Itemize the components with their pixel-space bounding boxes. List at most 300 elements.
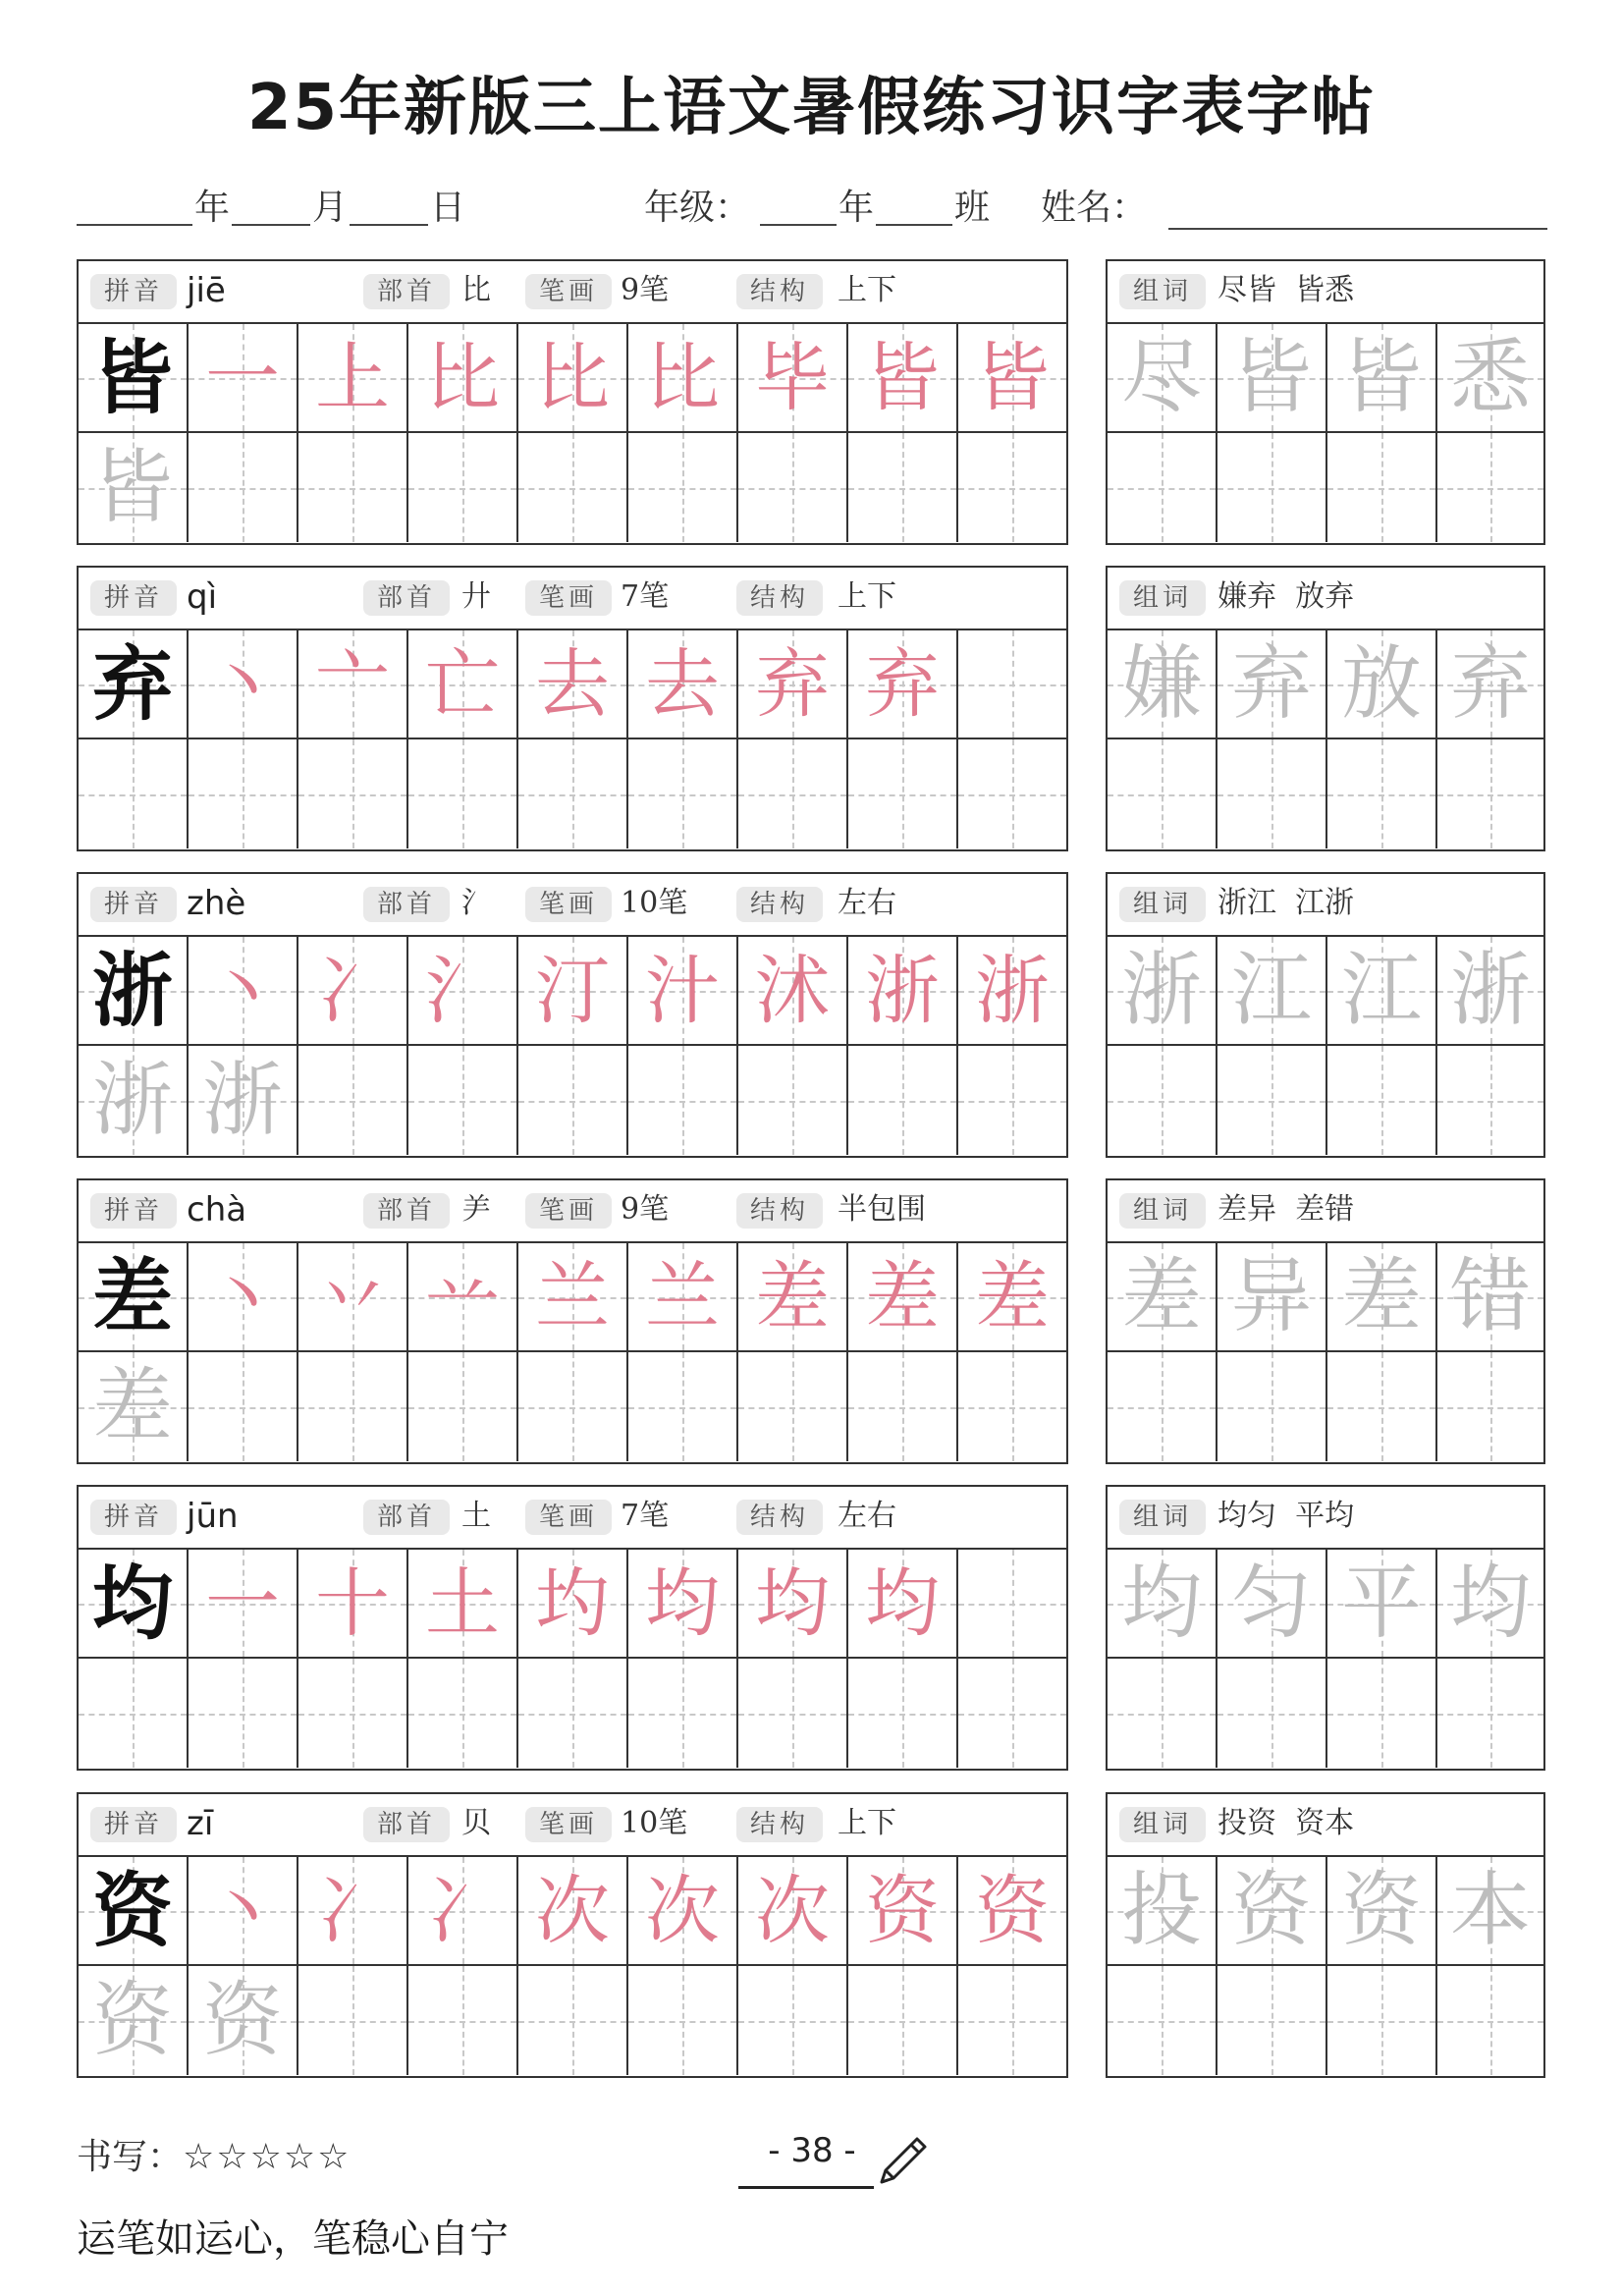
grid-cell[interactable] [408, 630, 518, 739]
stroke-order-step [298, 1857, 406, 1964]
grid-cell[interactable] [298, 1352, 408, 1461]
model-character: 弃 [91, 636, 173, 732]
grid-cell[interactable] [1437, 1659, 1543, 1768]
stroke-order-step [518, 1550, 626, 1657]
grid-cell[interactable] [1108, 433, 1217, 542]
stroke-order-step [518, 937, 626, 1044]
radical-tag: 部首 [363, 580, 450, 616]
strokes-tag: 笔画 [525, 580, 612, 616]
stroke-step-glyph: 浙 [975, 946, 1050, 1034]
grid-cell[interactable] [518, 1550, 628, 1659]
stroke-step-glyph: 次 [535, 1866, 610, 1954]
grid-cell[interactable] [1327, 1243, 1437, 1352]
words-tag: 组词 [1119, 1500, 1206, 1535]
character-practice-block [77, 259, 1068, 545]
grid-cell[interactable] [958, 937, 1066, 1046]
word-trace-character: 平 [1340, 1556, 1422, 1650]
words-info-bar [1108, 568, 1543, 630]
structure-tag: 结构 [736, 1807, 823, 1842]
radical-tag: 部首 [363, 1500, 450, 1535]
page-number: - 38 - [768, 2131, 856, 2170]
grid-cell[interactable] [408, 1352, 518, 1461]
grade-year-blank[interactable] [760, 224, 837, 226]
grid-cell[interactable] [189, 1659, 298, 1768]
grid-cell[interactable] [958, 630, 1066, 739]
words-value: 差异 差错 [1217, 1192, 1355, 1227]
stroke-order-step [298, 1243, 406, 1350]
grid-cell[interactable] [408, 1659, 518, 1768]
rating-stars[interactable]: ☆☆☆☆☆ [183, 2137, 352, 2177]
grid-cell[interactable] [298, 739, 408, 848]
grid-cell[interactable] [628, 1857, 738, 1966]
grid-cell[interactable] [1437, 739, 1543, 848]
grid-cell[interactable] [408, 1550, 518, 1659]
grid-cell[interactable] [738, 630, 848, 739]
grid-cell[interactable] [1217, 1046, 1327, 1155]
radical-tag: 部首 [363, 887, 450, 922]
stroke-order-step [848, 1243, 956, 1350]
grid-cell[interactable] [79, 937, 189, 1046]
stroke-step-glyph: 丶 [205, 1252, 280, 1340]
grid-cell[interactable] [1217, 630, 1327, 739]
motto: 运笔如运心，笔稳心自宁 [77, 2216, 509, 2262]
stroke-order-step [958, 324, 1066, 431]
grid-cell[interactable] [189, 739, 298, 848]
word-practice-block [1106, 1792, 1545, 2078]
grid-cell[interactable] [738, 1857, 848, 1966]
trace-character: 差 [91, 1359, 173, 1453]
pinyin-tag: 拼音 [90, 580, 177, 616]
grid-cell[interactable] [1327, 324, 1437, 433]
grid-cell[interactable] [958, 1966, 1066, 2075]
grid-cell[interactable] [1217, 739, 1327, 848]
grid-cell[interactable] [1108, 1550, 1217, 1659]
words-value: 嫌弃 放弃 [1217, 579, 1355, 614]
stroke-step-glyph: 沭 [755, 946, 830, 1034]
grid-cell[interactable] [1437, 433, 1543, 542]
grid-cell[interactable] [628, 630, 738, 739]
stroke-order-step [408, 937, 516, 1044]
grid-cell[interactable] [79, 1046, 189, 1155]
stroke-order-step [958, 1857, 1066, 1964]
grid-cell[interactable] [1437, 1550, 1543, 1659]
grid-cell[interactable] [298, 937, 408, 1046]
character-practice-block [77, 1792, 1068, 2078]
word-trace-character: 错 [1449, 1249, 1531, 1343]
pinyin-value: jūn [187, 1497, 239, 1536]
grid-cell[interactable] [518, 1046, 628, 1155]
grid-cell[interactable] [79, 1659, 189, 1768]
grid-cell[interactable] [738, 1046, 848, 1155]
word-trace-character: 弃 [1230, 636, 1312, 731]
grid-cell[interactable] [958, 433, 1066, 542]
grid-cell[interactable] [628, 1352, 738, 1461]
grid-cell[interactable] [1108, 1352, 1217, 1461]
stroke-step-glyph: 比 [535, 333, 610, 421]
grid-cell[interactable] [1108, 1966, 1217, 2075]
grid-cell[interactable] [79, 1550, 189, 1659]
grid-cell[interactable] [848, 1046, 958, 1155]
stroke-order-step [628, 324, 736, 431]
grid-cell[interactable] [1327, 1857, 1437, 1966]
grid-cell[interactable] [79, 739, 189, 848]
grid-cell[interactable] [298, 1966, 408, 2075]
grid-cell[interactable] [1217, 433, 1327, 542]
stroke-step-glyph: 兰 [535, 1252, 610, 1340]
radical-value: 比 [461, 273, 491, 307]
grid-cell[interactable] [1108, 630, 1217, 739]
stroke-order-step [738, 630, 846, 738]
stroke-step-glyph: 去 [645, 639, 720, 728]
grid-cell[interactable] [189, 433, 298, 542]
grid-cell[interactable] [189, 937, 298, 1046]
words-info-bar [1108, 874, 1543, 937]
grid-cell[interactable] [1217, 937, 1327, 1046]
grid-cell[interactable] [518, 1352, 628, 1461]
grid-cell[interactable] [1108, 1243, 1217, 1352]
stroke-order-step [738, 937, 846, 1044]
words-value: 尽皆 皆悉 [1217, 273, 1355, 307]
stroke-order-step [628, 1243, 736, 1350]
grid-cell[interactable] [79, 1243, 189, 1352]
grid-cell[interactable] [848, 324, 958, 433]
pinyin-tag: 拼音 [90, 1193, 177, 1229]
grid-cell[interactable] [408, 1046, 518, 1155]
character-practice-block [77, 872, 1068, 1158]
grid-cell[interactable] [189, 1046, 298, 1155]
grid-cell[interactable] [408, 937, 518, 1046]
grid-cell[interactable] [1327, 937, 1437, 1046]
character-info-bar [79, 1180, 1066, 1243]
strokes-value: 7笔 [621, 579, 670, 614]
stroke-order-step [848, 324, 956, 431]
stroke-order-step [189, 630, 297, 738]
character-practice-block [77, 1178, 1068, 1464]
grid-cell[interactable] [1327, 1046, 1437, 1155]
stroke-step-glyph: 一 [205, 1558, 280, 1647]
stroke-step-glyph: 皆 [865, 333, 940, 421]
grid-cell[interactable] [1327, 630, 1437, 739]
stroke-step-glyph: 毕 [755, 333, 830, 421]
grid-cell[interactable] [408, 324, 518, 433]
grid-cell[interactable] [1217, 1550, 1327, 1659]
trace-character: 资 [91, 1973, 173, 2067]
strokes-value: 9笔 [621, 1192, 670, 1227]
grid-cell[interactable] [628, 1550, 738, 1659]
grid-cell[interactable] [1108, 1659, 1217, 1768]
stroke-order-step [848, 1550, 956, 1657]
grid-cell[interactable] [298, 1659, 408, 1768]
grid-cell[interactable] [958, 1046, 1066, 1155]
pinyin-tag: 拼音 [90, 887, 177, 922]
grid-cell[interactable] [958, 1659, 1066, 1768]
stroke-step-glyph: 丶 [205, 639, 280, 728]
grade-class-blank[interactable] [876, 224, 952, 226]
word-trace-character: 浙 [1449, 943, 1531, 1037]
stroke-order-step [518, 1857, 626, 1964]
grid-cell[interactable] [518, 630, 628, 739]
grid-cell[interactable] [1327, 739, 1437, 848]
grid-cell[interactable] [1108, 739, 1217, 848]
stroke-order-step [298, 1550, 406, 1657]
stroke-step-glyph: 去 [535, 639, 610, 728]
grid-cell[interactable] [408, 1857, 518, 1966]
strokes-value: 10笔 [621, 886, 688, 920]
grid-cell[interactable] [958, 1243, 1066, 1352]
grid-cell[interactable] [79, 1857, 189, 1966]
word-trace-character: 资 [1230, 1863, 1312, 1957]
grid-cell[interactable] [518, 937, 628, 1046]
structure-value: 上下 [838, 273, 896, 307]
grid-cell[interactable] [79, 1966, 189, 2075]
grid-cell[interactable] [1217, 324, 1327, 433]
stroke-order-step [958, 1243, 1066, 1350]
grid-cell[interactable] [1437, 1046, 1543, 1155]
grid-cell[interactable] [189, 1243, 298, 1352]
words-info-bar [1108, 261, 1543, 324]
grid-cell[interactable] [738, 1243, 848, 1352]
grid-cell[interactable] [1437, 1966, 1543, 2075]
grid-cell[interactable] [1108, 1046, 1217, 1155]
words-tag: 组词 [1119, 274, 1206, 309]
grid-cell[interactable] [1327, 433, 1437, 542]
grid-cell[interactable] [628, 324, 738, 433]
stroke-step-glyph: 上 [315, 333, 390, 421]
grid-cell[interactable] [408, 739, 518, 848]
word-trace-character: 放 [1340, 636, 1422, 731]
grid-cell[interactable] [298, 433, 408, 542]
grid-cell[interactable] [1437, 1352, 1543, 1461]
word-trace-character: 均 [1449, 1556, 1531, 1650]
grid-cell[interactable] [189, 1352, 298, 1461]
strokes-value: 10笔 [621, 1806, 688, 1840]
grid-cell[interactable] [408, 1966, 518, 2075]
grid-cell[interactable] [848, 1966, 958, 2075]
grid-cell[interactable] [518, 739, 628, 848]
grid-cell[interactable] [1108, 324, 1217, 433]
words-tag: 组词 [1119, 887, 1206, 922]
month-label: 月 [312, 188, 349, 228]
grid-cell[interactable] [848, 1243, 958, 1352]
stroke-order-step [958, 937, 1066, 1044]
grid-cell[interactable] [1217, 1659, 1327, 1768]
stroke-step-glyph: 差 [865, 1252, 940, 1340]
stroke-step-glyph: 比 [645, 333, 720, 421]
grid-cell[interactable] [79, 433, 189, 542]
stroke-step-glyph: 氵 [425, 946, 500, 1034]
trace-character: 资 [201, 1973, 283, 2067]
stroke-step-glyph: 均 [755, 1558, 830, 1647]
grid-cell[interactable] [958, 739, 1066, 848]
grid-cell[interactable] [1108, 1857, 1217, 1966]
word-trace-character: 资 [1340, 1863, 1422, 1957]
grid-cell[interactable] [1327, 1966, 1437, 2075]
grid-cell[interactable] [518, 1243, 628, 1352]
grid-cell[interactable] [848, 739, 958, 848]
word-trace-character: 投 [1120, 1863, 1202, 1957]
stroke-order-step [738, 324, 846, 431]
grid-cell[interactable] [518, 324, 628, 433]
word-trace-character: 嫌 [1120, 636, 1202, 731]
stroke-step-glyph: 丶 [205, 946, 280, 1034]
radical-value: ⺶ [461, 1192, 491, 1227]
grid-cell[interactable] [518, 1659, 628, 1768]
stroke-step-glyph: 次 [755, 1866, 830, 1954]
grid-cell[interactable] [848, 630, 958, 739]
grid-cell[interactable] [1437, 630, 1543, 739]
radical-value: 贝 [461, 1806, 491, 1840]
words-tag: 组词 [1119, 580, 1206, 616]
writing-label: 书写： [77, 2137, 184, 2177]
grid-cell[interactable] [628, 433, 738, 542]
pen-icon [872, 2133, 931, 2192]
grid-cell[interactable] [518, 1857, 628, 1966]
word-practice-block [1106, 566, 1545, 851]
grid-cell[interactable] [958, 1550, 1066, 1659]
character-practice-block [77, 566, 1068, 851]
stroke-order-step [189, 324, 297, 431]
page-title: 25年新版三上语文暑假练习识字表字帖 [246, 72, 1377, 144]
grid-cell[interactable] [738, 1966, 848, 2075]
grid-cell[interactable] [1437, 937, 1543, 1046]
grid-cell[interactable] [189, 630, 298, 739]
grid-cell[interactable] [628, 937, 738, 1046]
stroke-step-glyph: 丶 [205, 1866, 280, 1954]
grid-cell[interactable] [79, 324, 189, 433]
model-character: 均 [91, 1556, 173, 1651]
grid-cell[interactable] [518, 433, 628, 542]
grid-cell[interactable] [518, 1966, 628, 2075]
radical-tag: 部首 [363, 1807, 450, 1842]
character-info-bar [79, 568, 1066, 630]
grid-cell[interactable] [848, 1352, 958, 1461]
word-trace-character: 浙 [1120, 943, 1202, 1037]
grid-cell[interactable] [738, 1550, 848, 1659]
structure-value: 半包围 [838, 1192, 926, 1227]
grid-cell[interactable] [408, 433, 518, 542]
grade-class-label: 班 [954, 188, 991, 228]
word-trace-character: 皆 [1230, 330, 1312, 424]
stroke-order-step [848, 1857, 956, 1964]
grid-cell[interactable] [1217, 1243, 1327, 1352]
stroke-order-step [189, 1857, 297, 1964]
grid-cell[interactable] [738, 1352, 848, 1461]
strokes-value: 9笔 [621, 273, 670, 307]
grid-cell[interactable] [189, 1857, 298, 1966]
stroke-step-glyph: 资 [975, 1866, 1050, 1954]
stroke-order-step [738, 1550, 846, 1657]
grid-cell[interactable] [1217, 1352, 1327, 1461]
strokes-tag: 笔画 [525, 274, 612, 309]
stroke-step-glyph: 均 [645, 1558, 720, 1647]
grid-cell[interactable] [738, 937, 848, 1046]
grade-label: 年级： [644, 188, 751, 228]
year-blank[interactable] [77, 224, 192, 226]
grid-cell[interactable] [189, 1966, 298, 2075]
word-practice-block [1106, 872, 1545, 1158]
radical-tag: 部首 [363, 1193, 450, 1229]
words-value: 浙江 江浙 [1217, 886, 1355, 920]
grid-cell[interactable] [738, 433, 848, 542]
stroke-order-step [408, 1857, 516, 1964]
grid-cell[interactable] [1437, 1243, 1543, 1352]
day-blank[interactable] [350, 224, 428, 226]
word-trace-character: 弃 [1449, 636, 1531, 731]
pinyin-value: zī [187, 1804, 214, 1843]
word-practice-block [1106, 1485, 1545, 1771]
grid-cell[interactable] [738, 324, 848, 433]
words-value: 均匀 平均 [1217, 1499, 1355, 1533]
grid-cell[interactable] [189, 1550, 298, 1659]
stroke-order-step [628, 1857, 736, 1964]
stroke-order-step [408, 1243, 516, 1350]
pinyin-tag: 拼音 [90, 1500, 177, 1535]
structure-value: 上下 [838, 579, 896, 614]
year-label: 年 [194, 188, 231, 228]
word-trace-character: 差 [1340, 1249, 1422, 1343]
grid-cell[interactable] [848, 1857, 958, 1966]
day-label: 日 [430, 188, 466, 228]
grid-cell[interactable] [1217, 1857, 1327, 1966]
grid-cell[interactable] [79, 1352, 189, 1461]
grid-cell[interactable] [848, 937, 958, 1046]
grid-cell[interactable] [1108, 937, 1217, 1046]
grid-cell[interactable] [298, 1243, 408, 1352]
grid-cell[interactable] [628, 1966, 738, 2075]
grid-cell[interactable] [1327, 1352, 1437, 1461]
grid-cell[interactable] [189, 324, 298, 433]
month-blank[interactable] [232, 224, 310, 226]
stroke-step-glyph: 资 [865, 1866, 940, 1954]
grid-cell[interactable] [298, 324, 408, 433]
grid-cell[interactable] [628, 1046, 738, 1155]
character-info-bar [79, 1794, 1066, 1857]
grid-cell[interactable] [1437, 1857, 1543, 1966]
words-value: 投资 资本 [1217, 1806, 1355, 1840]
word-trace-character: 匀 [1230, 1556, 1312, 1650]
grid-cell[interactable] [1217, 1966, 1327, 2075]
grid-cell[interactable] [79, 630, 189, 739]
grid-cell[interactable] [848, 1659, 958, 1768]
grid-cell[interactable] [298, 1857, 408, 1966]
grid-cell[interactable] [738, 739, 848, 848]
grid-cell[interactable] [628, 739, 738, 848]
grid-cell[interactable] [1327, 1659, 1437, 1768]
structure-value: 上下 [838, 1806, 896, 1840]
grid-cell[interactable] [628, 1243, 738, 1352]
grid-cell[interactable] [298, 630, 408, 739]
stroke-order-step [298, 324, 406, 431]
grid-cell[interactable] [848, 433, 958, 542]
grid-cell[interactable] [298, 1550, 408, 1659]
grid-cell[interactable] [1437, 324, 1543, 433]
grid-cell[interactable] [958, 1857, 1066, 1966]
stroke-step-glyph: 土 [425, 1558, 500, 1647]
grid-cell[interactable] [628, 1659, 738, 1768]
stroke-step-glyph: 浙 [865, 946, 940, 1034]
grid-cell[interactable] [848, 1550, 958, 1659]
grid-cell[interactable] [958, 1352, 1066, 1461]
name-blank[interactable] [1168, 228, 1547, 230]
grade-year-label: 年 [839, 188, 875, 228]
stroke-step-glyph: 丷 [315, 1252, 390, 1340]
grid-cell[interactable] [738, 1659, 848, 1768]
grid-cell[interactable] [1327, 1550, 1437, 1659]
words-info-bar [1108, 1180, 1543, 1243]
grid-cell[interactable] [408, 1243, 518, 1352]
grid-cell[interactable] [958, 324, 1066, 433]
grid-cell[interactable] [298, 1046, 408, 1155]
